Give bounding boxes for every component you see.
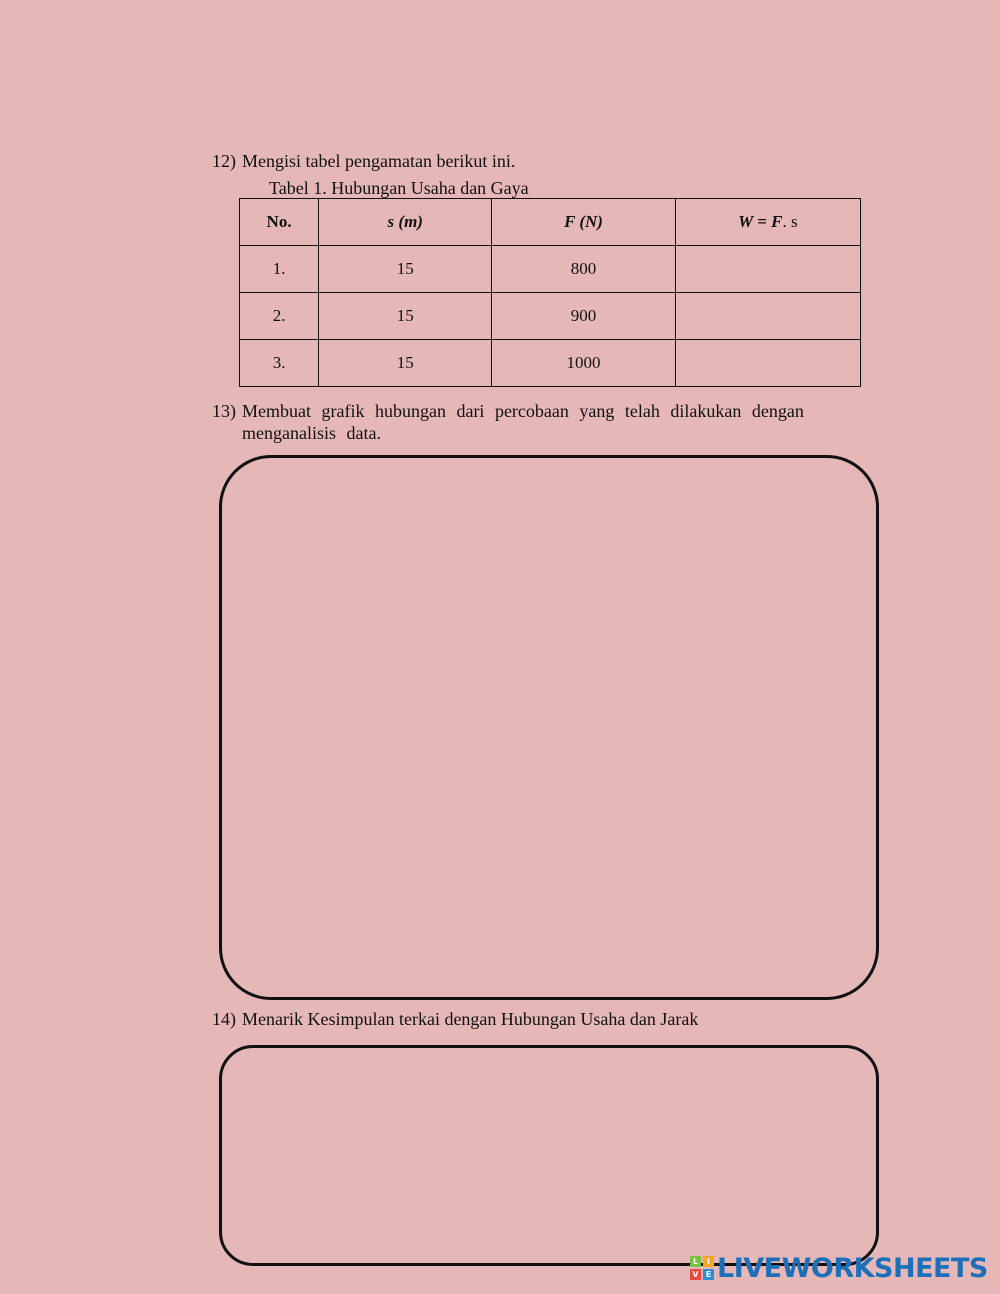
liveworksheets-logo: [690, 1252, 988, 1284]
step-text-line-2: menganalisis data.: [242, 423, 381, 443]
cell-no: 1.: [240, 246, 319, 293]
logo-block: V: [690, 1269, 701, 1280]
cell-w-input[interactable]: [675, 293, 860, 340]
observation-table: [239, 198, 861, 387]
cell-f: 900: [492, 293, 675, 340]
table-row: [240, 293, 861, 340]
cell-s: 15: [319, 246, 492, 293]
cell-no: 2.: [240, 293, 319, 340]
step-number: 12): [212, 151, 236, 171]
cell-s: 15: [319, 340, 492, 387]
header-w: [675, 199, 860, 246]
logo-text: LIVEWORKSHEETS: [717, 1252, 988, 1284]
step-number: 13): [212, 401, 236, 421]
cell-s: 15: [319, 293, 492, 340]
graph-answer-box[interactable]: [219, 455, 879, 1000]
cell-no: 3.: [240, 340, 319, 387]
step-text: [242, 400, 856, 444]
step-text: Menarik Kesimpulan terkai dengan Hubungan Usaha dan Jarak: [242, 1009, 699, 1029]
step-text-line-1: Membuat grafik hubungan dari percobaan yang telah dilakukan dengan: [242, 401, 804, 421]
logo-block: E: [703, 1269, 714, 1280]
logo-blocks-icon: [690, 1256, 714, 1280]
header-s: s (m): [319, 199, 492, 246]
table-row: [240, 340, 861, 387]
header-w-tail: . s: [782, 212, 798, 231]
cell-w-input[interactable]: [675, 246, 860, 293]
table-header-row: [240, 199, 861, 246]
logo-block: I: [703, 1256, 714, 1267]
logo-block: L: [690, 1256, 701, 1267]
header-w-formula: W = F: [738, 212, 783, 231]
step-13: [212, 400, 862, 448]
cell-f: 800: [492, 246, 675, 293]
cell-f: 1000: [492, 340, 675, 387]
step-number: 14): [212, 1009, 236, 1029]
header-f: F (N): [492, 199, 675, 246]
table-caption: Tabel 1. Hubungan Usaha dan Gaya: [269, 178, 529, 198]
cell-w-input[interactable]: [675, 340, 860, 387]
table-row: [240, 246, 861, 293]
step-12: [212, 150, 862, 174]
conclusion-answer-box[interactable]: [219, 1045, 879, 1266]
step-text: Mengisi tabel pengamatan berikut ini.: [242, 151, 516, 171]
step-14: [212, 1008, 862, 1032]
header-no: No.: [240, 199, 319, 246]
